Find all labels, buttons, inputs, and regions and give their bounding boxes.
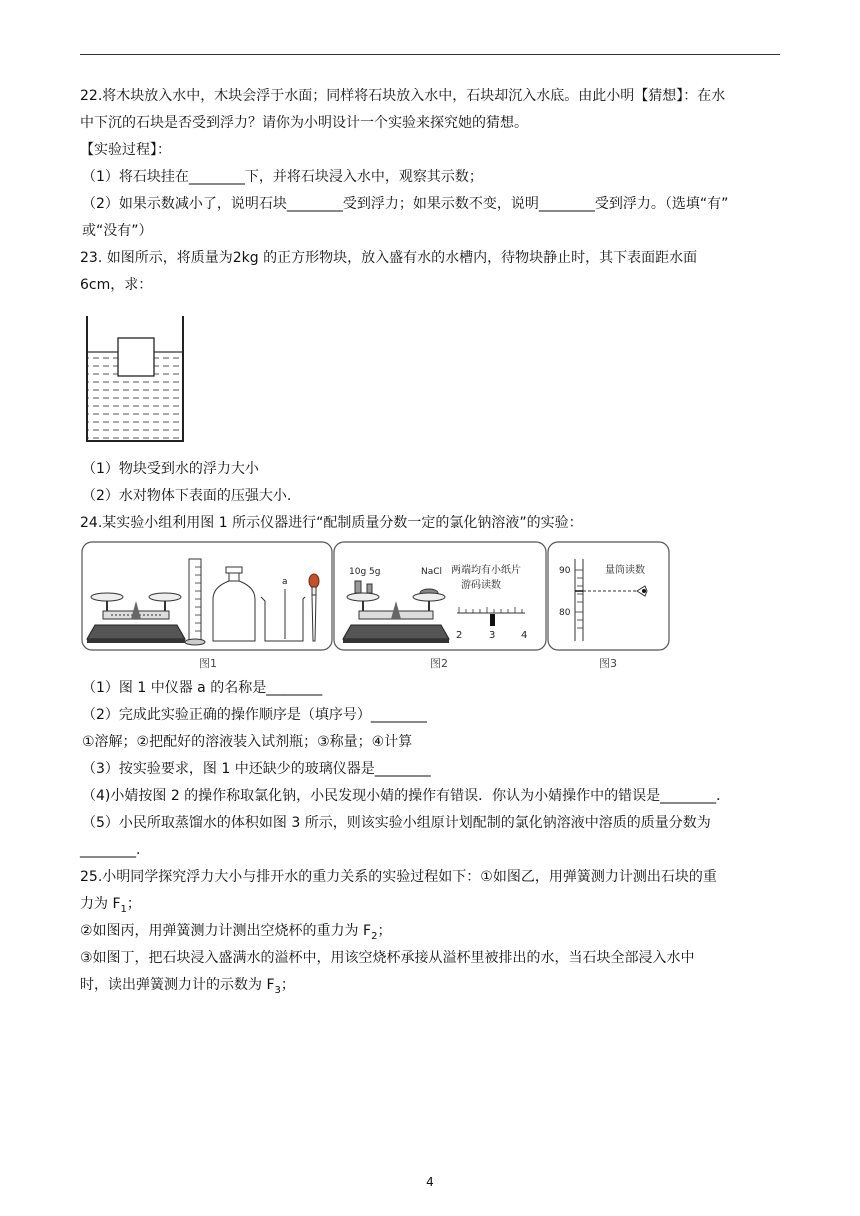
q25-line-1-cont: 力为 $F_1$；: [80, 896, 141, 915]
page-number: 4: [426, 1175, 434, 1189]
q22-line-5: （2）如果示数减小了，说明石块________受到浮力；如果示数不变，说明________受到浮力。（选填“有”: [82, 196, 729, 212]
q24-sub-5: （5）小民所取蒸馏水的体积如图 3 所示，则该实验小组原计划配制的氯化钠溶液中溶质的质量分数为: [82, 815, 711, 831]
figure-1-instruments: [81, 541, 333, 653]
q24-sub-1: （1）图 1 中仪器 a 的名称是________: [82, 680, 323, 696]
q22-line-4: （1）将石块挂在________下，并将石块浸入水中，观察其示数；: [82, 169, 483, 185]
note-rider-reading: 游码读数: [461, 580, 501, 591]
figure-3-cylinder-reading: [547, 541, 670, 653]
scale-3: 3: [489, 630, 496, 641]
cylinder-reading-label: 量筒读数: [605, 565, 645, 576]
q22-line-6: 或“没有”）: [82, 223, 153, 239]
cyl-80-label: 80: [559, 608, 571, 618]
q25-line-2: ②如图丙，用弹簧测力计测出空烧杯的重力为 $F_2$；: [80, 923, 392, 942]
scale-2: 2: [456, 630, 463, 641]
q24-sub-4: （4)小婧按图 2 的操作称取氯化钠，小民发现小婧的操作有错误．你认为小婧操作中的错误是________．: [82, 788, 731, 804]
q25-line-3: ③如图丁，把石块浸入盛满水的溢杯中，用该空烧杯承接从溢杯里被排出的水，当石块全部浸入水中: [80, 950, 695, 966]
q24-sub-5-answer: ________.: [80, 842, 141, 858]
weights-label: 10g 5g: [349, 567, 381, 577]
q22-line-1: 22.将木块放入水中，木块会浮于水面；同样将石块放入水中，石块却沉入水底。由此小明【猜想】：在水: [80, 88, 726, 104]
q25-line-1: 25.小明同学探究浮力大小与排开水的重力关系的实验过程如下：①如图乙，用弹簧测力计测出石块的重: [80, 869, 717, 885]
q24-line-1: 24.某实验小组利用图 1 所示仪器进行“配制质量分数一定的氯化钠溶液”的实验：: [80, 515, 583, 531]
scale-4: 4: [521, 630, 528, 641]
q22-line-2: 中下沉的石块是否受到浮力？请你为小明设计一个实验来探究她的猜想。: [80, 115, 528, 131]
q24-sub-3: （3）按实验要求，图 1 中还缺少的玻璃仪器是________: [82, 761, 431, 777]
cyl-90-label: 90: [559, 566, 571, 576]
note-paper-both-ends: 两端均有小纸片: [451, 565, 521, 576]
q24-steps: ①溶解；②把配好的溶液装入试剂瓶；③称量；④计算: [82, 734, 413, 750]
figure-2-weighing: [333, 541, 547, 653]
label-a: a: [282, 577, 288, 587]
q24-sub-2: （2）完成此实验正确的操作顺序是（填序号）________: [82, 707, 427, 723]
q23-line-1: 23. 如图所示，将质量为2kg 的正方形物块，放入盛有水的水槽内，待物块静止时，其下表面距水面: [80, 250, 698, 266]
header-rule: [80, 54, 780, 55]
caption-figure-3: 图3: [599, 657, 617, 670]
q23-sub-1: （1）物块受到水的浮力大小: [82, 461, 259, 477]
q25-line-4: 时，读出弹簧测力计的示数为 $F_3$；: [80, 977, 295, 996]
q23-line-2: 6cm，求：: [80, 277, 153, 293]
water-tank-figure: [82, 314, 188, 446]
nacl-label: NaCl: [421, 567, 443, 577]
q22-line-3: 【实验过程】：: [80, 142, 171, 158]
caption-figure-1: 图1: [199, 657, 217, 670]
q23-sub-2: （2）水对物体下表面的压强大小.: [82, 488, 292, 504]
caption-figure-2: 图2: [430, 657, 448, 670]
